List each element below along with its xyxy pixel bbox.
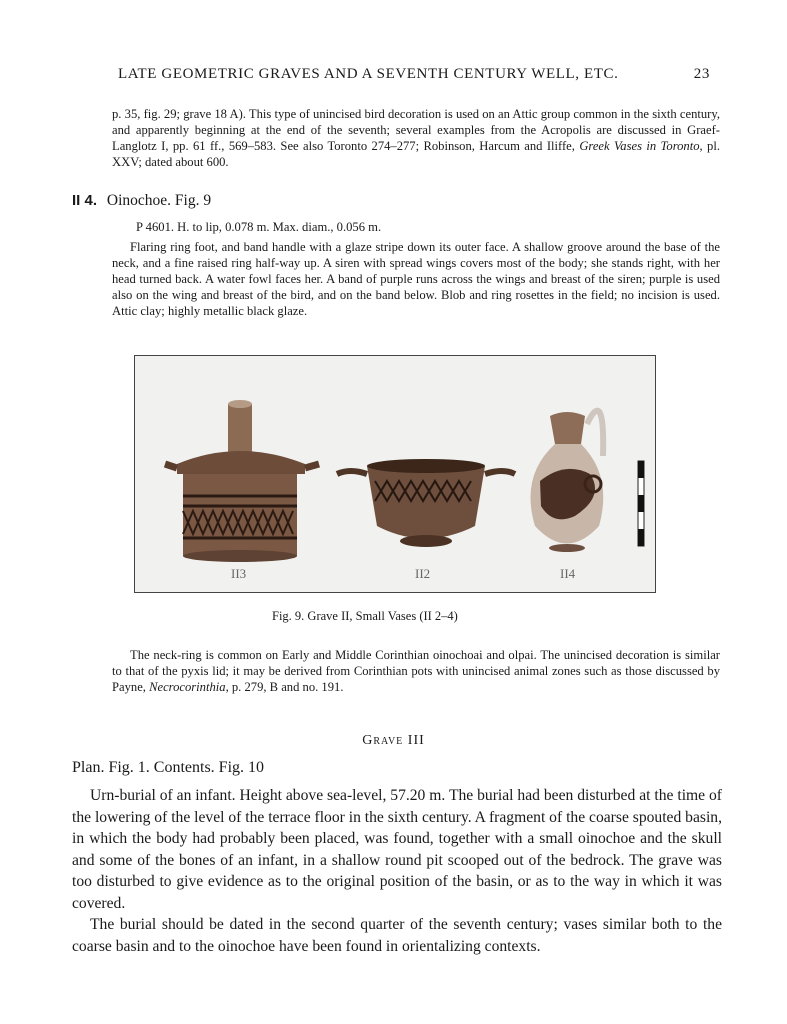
oinochoe-neck (550, 412, 585, 444)
entry-fig-ref: Fig. 9 (174, 192, 212, 209)
top-paragraph-text-1: p. 35, fig. 29; grave 18 A). This type of unincised bird decoration is used on an Attic group common in the sixth century, and apparently beginning at the end of the seventh; several examples from the Acropolis are discussed in Graef-Langlotz I, pp. 61 ff., 569–583. See also Toronto 274–277; Robinson, Harcum and Iliffe, (112, 107, 720, 153)
page-number: 23 (693, 66, 710, 82)
scale-bar (638, 461, 644, 546)
comment-paragraph (112, 647, 720, 695)
entry-title: Oinochoe. (106, 192, 172, 209)
oinochoe-handle (587, 411, 603, 456)
comment-text-2: , p. 279, B and no. 191. (225, 680, 344, 694)
grave-iii-paragraph-1: Urn-burial of an infant. Height above sea-level, 57.20 m. The burial had been disturbed at the time of the lowering of the level of the terrace floor in the sixth century. A fragment of the coarse spouted basin, in which the body had probably been placed, was found, together with a small oinochoe and the skull and some of the bones of an infant, in a shallow round pit scooped out of the bedrock. The grave was too disturbed to give evidence as to the original position of the basin, or as to the way in which it was covered. (72, 787, 722, 912)
running-title: LATE GEOMETRIC GRAVES AND A SEVENTH CENTURY WELL, ETC. (118, 66, 619, 82)
pyxis-lid (177, 451, 305, 474)
plan-contents-line: Plan. Fig. 1. Contents. Fig. 10 (72, 759, 265, 776)
figure-caption: Fig. 9. Grave II, Small Vases (II 2–4) (272, 609, 458, 623)
pyxis-vase (165, 400, 319, 562)
grave-iii-heading: Grave III (362, 733, 425, 748)
figure-photo (134, 355, 656, 593)
comment-text-1: The neck-ring is common on Early and Middle Corinthian oinochoai and olpai. The unincised decoration is similar to that of the pyxis lid; it may be derived from Corinthian pots with unincised animal zones such as those discussed by Payne, (112, 648, 720, 694)
top-paragraph (112, 106, 720, 170)
figure-label-ii3: II3 (231, 566, 247, 581)
comment-title: Necrocorinthia (149, 680, 226, 694)
grave-iii-paragraph-2: The burial should be dated in the second quarter of the seventh century; vases similar both to the coarse basin and to the oinochoe have been found in orientalizing contexts. (72, 916, 722, 955)
entry-number: II 4. (72, 192, 98, 209)
skyphos-body (367, 462, 485, 539)
pyxis-body (183, 474, 297, 556)
entry-catalog: P 4601. H. to lip, 0.078 m. Max. diam., 0.056 m. (136, 220, 382, 234)
figure-label-ii2: II2 (415, 566, 431, 581)
top-paragraph-title: Greek Vases in Toronto (579, 139, 700, 153)
skyphos-vase (337, 459, 515, 547)
top-paragraph-text-2: , pl. XXV; dated about 600. (112, 139, 720, 169)
vases-illustration (135, 356, 655, 592)
running-header (118, 66, 718, 83)
figure-label-ii4: II4 (560, 566, 576, 581)
oinochoe-vase (531, 411, 604, 552)
entry-heading (72, 192, 211, 210)
entry-description: Flaring ring foot, and band handle with a glaze stripe down its outer face. A shallow groove around the base of the neck, and a fine raised ring half-way up. A siren with spread wings covers most of the body; she stands right, with her head turned back. A water fowl faces her. A band of purple runs across the wings and breast of the siren; purple is used also on the wing and breast of the bird, and on the band below. Blob and ring rosettes in the field; no incision is used. Attic clay; highly metallic black glaze. (112, 240, 720, 318)
